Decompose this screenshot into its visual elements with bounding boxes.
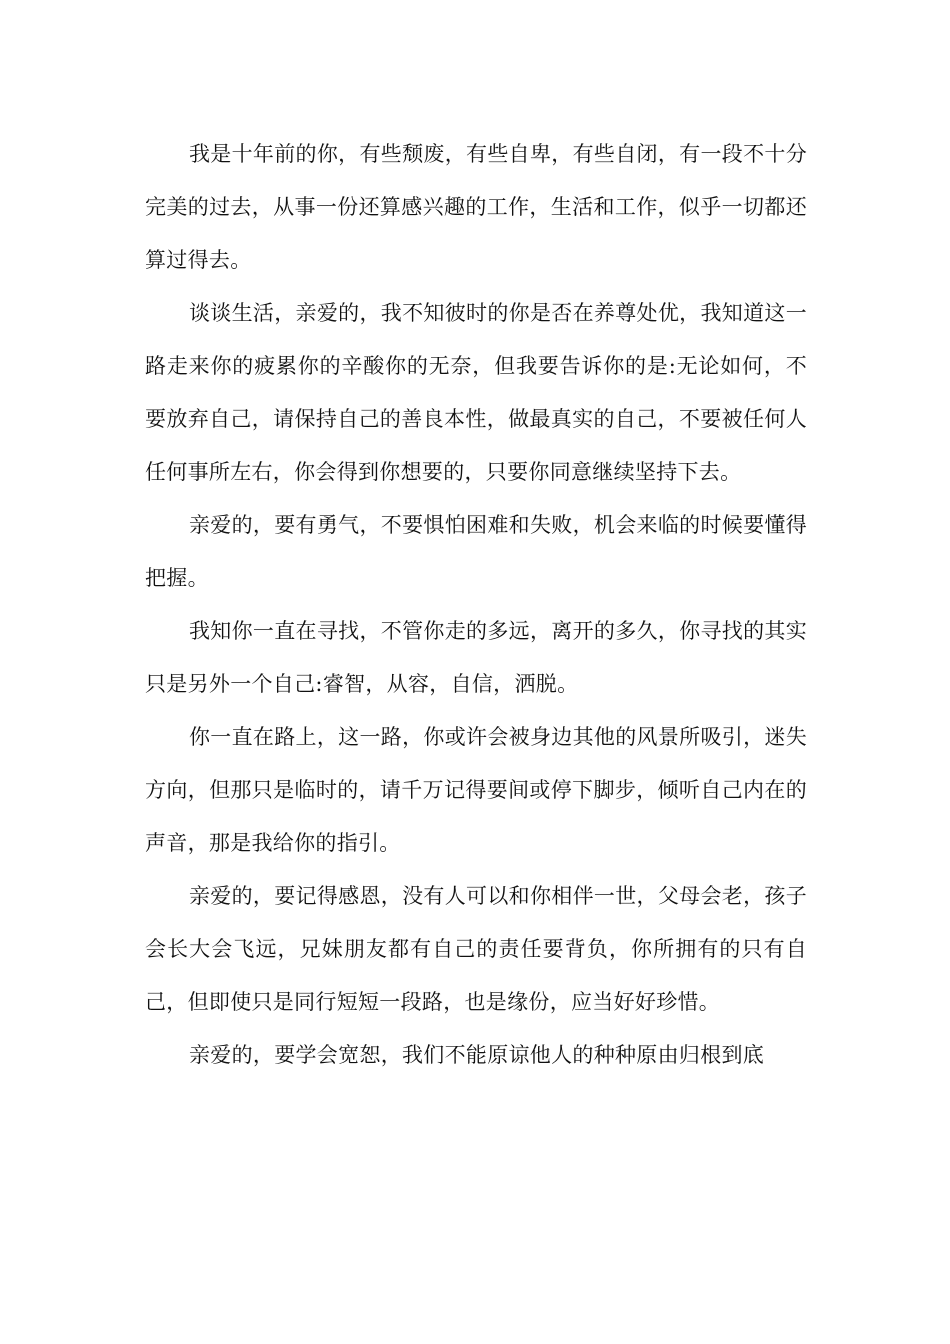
paragraph-2: 谈谈生活，亲爱的，我不知彼时的你是否在养尊处优，我知道这一路走来你的疲累你的辛酸你的无奈，但我要告诉你的是:无论如何，不要放弃自己，请保持自己的善良本性，做最真实的自己，不要被任何人任何事所左右，你会得到你想要的，只要你同意继续坚持下去。	[145, 301, 807, 484]
paragraph-3: 亲爱的，要有勇气，不要惧怕困难和失败，机会来临的时候要懂得把握。	[145, 513, 807, 590]
paragraph-1: 我是十年前的你，有些颓废，有些自卑，有些自闭，有一段不十分完美的过去，从事一份还算感兴趣的工作，生活和工作，似乎一切都还算过得去。	[145, 142, 807, 272]
paragraph-5: 你一直在路上，这一路，你或许会被身边其他的风景所吸引，迷失方向，但那只是临时的，请千万记得要间或停下脚步，倾听自己内在的声音，那是我给你的指引。	[145, 725, 807, 855]
paragraph-7: 亲爱的，要学会宽恕，我们不能原谅他人的种种原由归根到底	[189, 1043, 765, 1067]
document-body	[145, 128, 807, 1082]
paragraph-4: 我知你一直在寻找，不管你走的多远，离开的多久，你寻找的其实只是另外一个自己:睿智，从容，自信，洒脱。	[145, 619, 807, 696]
paragraph-6: 亲爱的，要记得感恩，没有人可以和你相伴一世，父母会老，孩子会长大会飞远，兄妹朋友都有自己的责任要背负，你所拥有的只有自己，但即使只是同行短短一段路，也是缘份，应当好好珍惜。	[145, 884, 807, 1014]
